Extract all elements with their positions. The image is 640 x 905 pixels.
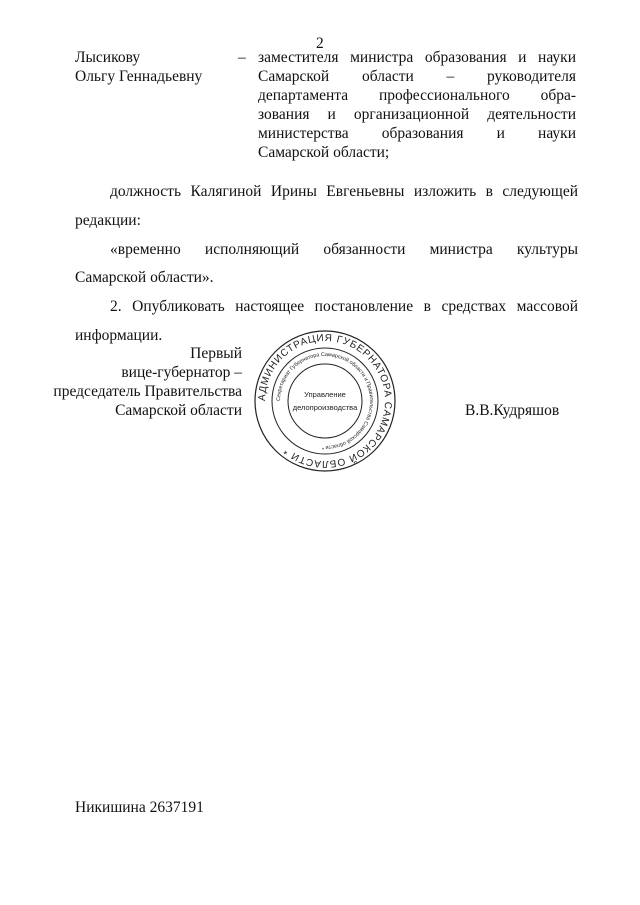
position-line: Самарской области;: [258, 144, 390, 161]
position-line: Самарской области – руководителя: [258, 68, 576, 85]
dash: –: [238, 49, 246, 66]
title-line: Самарской области: [115, 402, 242, 419]
official-stamp: [252, 328, 398, 474]
position-line: министерства образования и науки: [258, 125, 576, 142]
position-line: департамента профессионального обра-: [258, 87, 576, 104]
title-line: вице-губернатор –: [121, 364, 242, 381]
paragraph-line: «временно исполняющий обязанности министра культуры: [110, 241, 578, 258]
stamp-outer-text: АДМИНИСТРАЦИЯ ГУБЕРНАТОРА САМАРСКОЙ ОБЛАСТИ *: [256, 332, 394, 470]
stamp-center-text: Управление: [304, 390, 346, 399]
svg-text:Секретариат Губернатора Самарс: [276, 352, 374, 450]
paragraph-line: информации.: [75, 327, 163, 344]
person-names: Ольгу Геннадьевну: [75, 68, 203, 85]
paragraph-line: 2. Опубликовать настоящее постановление в средствах массовой: [110, 298, 578, 315]
position-line: заместителя министра образования и науки: [258, 49, 576, 66]
paragraph-line: должность Калягиной Ирины Евгеньевны изложить в следующей: [110, 183, 578, 200]
person-surname: Лысикову: [75, 49, 141, 66]
signatory-title: [30, 344, 242, 420]
title-line: председатель Правительства: [53, 383, 242, 400]
position-line: зования и организационной деятельности: [258, 106, 576, 123]
stamp-center-text: делопроизводства: [292, 403, 358, 412]
paragraph-line: Самарской области».: [75, 269, 214, 286]
executor-contact: Никишина 2637191: [75, 799, 204, 816]
paragraph-line: редакции:: [75, 212, 141, 229]
stamp-middle-text: Секретариат Губернатора Самарской области и Правительства Самарской области *: [275, 351, 375, 451]
signatory-name: В.В.Кудряшов: [465, 402, 560, 419]
title-line: Первый: [190, 345, 242, 362]
page-number: 2: [316, 35, 324, 52]
